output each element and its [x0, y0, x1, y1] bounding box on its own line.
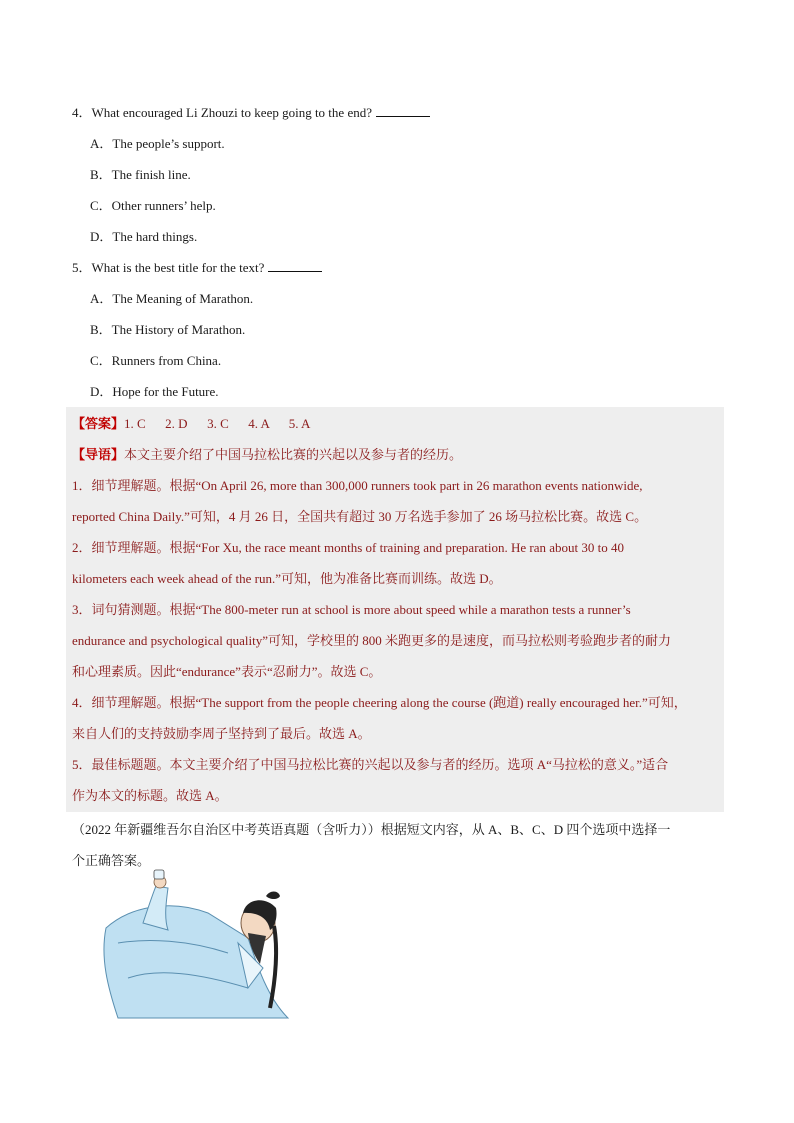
explanation-line: 作为本文的标题。故选 A。 [72, 788, 228, 803]
explanation-line: 和心理素质。因此“endurance”表示“忍耐力”。故选 C。 [72, 664, 382, 679]
question-5-stem: 5．What is the best title for the text? [72, 252, 322, 283]
answer-tag: 【答案】 [72, 416, 125, 431]
explanation-line: 3．词句猜测题。根据“The 800-meter run at school is more about speed while a marathon tests a runner’s [72, 602, 631, 617]
explanation-line: reported China Daily.”可知，4 月 26 日，全国共有超过 30 万名选手参加了 26 场马拉松比赛。故选 C。 [72, 509, 648, 524]
guide-text: 本文主要介绍了中国马拉松比赛的兴起以及参与者的经历。 [124, 447, 463, 462]
guide-tag: 【导语】 [72, 447, 125, 462]
question-5-option-d: D．Hope for the Future. [90, 384, 219, 399]
question-4-option-d: D．The hard things. [90, 229, 198, 244]
question-4-stem: 4．What encouraged Li Zhouzi to keep going to the end? [72, 97, 430, 128]
answer-key: 1. C 2. D 3. C 4. A 5. A [124, 416, 311, 431]
question-4-option-b: B．The finish line. [90, 167, 191, 182]
explanation-line: 来自人们的支持鼓励李周子坚持到了最后。故选 A。 [72, 726, 371, 741]
explanation-line: kilometers each week ahead of the run.”可知，他为准备比赛而训练。故选 D。 [72, 571, 502, 586]
question-4-option-c: C．Other runners’ help. [90, 198, 216, 213]
explanation-line: 4．细节理解题。根据“The support from the people cheering along the course (跑道) really encouraged her.”可知， [72, 695, 687, 710]
question-5-option-b: B．The History of Marathon. [90, 322, 246, 337]
explanation-line: 5．最佳标题题。本文主要介绍了中国马拉松比赛的兴起以及参与者的经历。选项 A“马拉松的意义。”适合 [72, 757, 669, 772]
question-4-option-a: A．The people’s support. [90, 136, 225, 151]
guide-line [72, 439, 462, 470]
section-intro-line: 个正确答案。 [72, 853, 151, 868]
answer-blank [268, 259, 322, 272]
explanation-line: endurance and psychological quality”可知，学校里的 800 米跑更多的是速度，而马拉松则考验跑步者的耐力 [72, 633, 672, 648]
answer-key-line [72, 408, 310, 439]
section-intro-line: （2022 年新疆维吾尔自治区中考英语真题（含听力））根据短文内容，从 A、B、C、D 四个选项中选择一 [72, 822, 671, 837]
explanation-line: 2．细节理解题。根据“For Xu, the race meant months of training and preparation. He ran about 30 to 40 [72, 540, 625, 555]
answer-blank [376, 104, 430, 117]
question-5-option-c: C．Runners from China. [90, 353, 222, 368]
explanation-line: 1．细节理解题。根据“On April 26, more than 300,000 runners took part in 26 marathon events nationwide, [72, 478, 643, 493]
ancient-poet-raising-cup-illustration [98, 868, 298, 1020]
question-5-option-a: A．The Meaning of Marathon. [90, 291, 254, 306]
